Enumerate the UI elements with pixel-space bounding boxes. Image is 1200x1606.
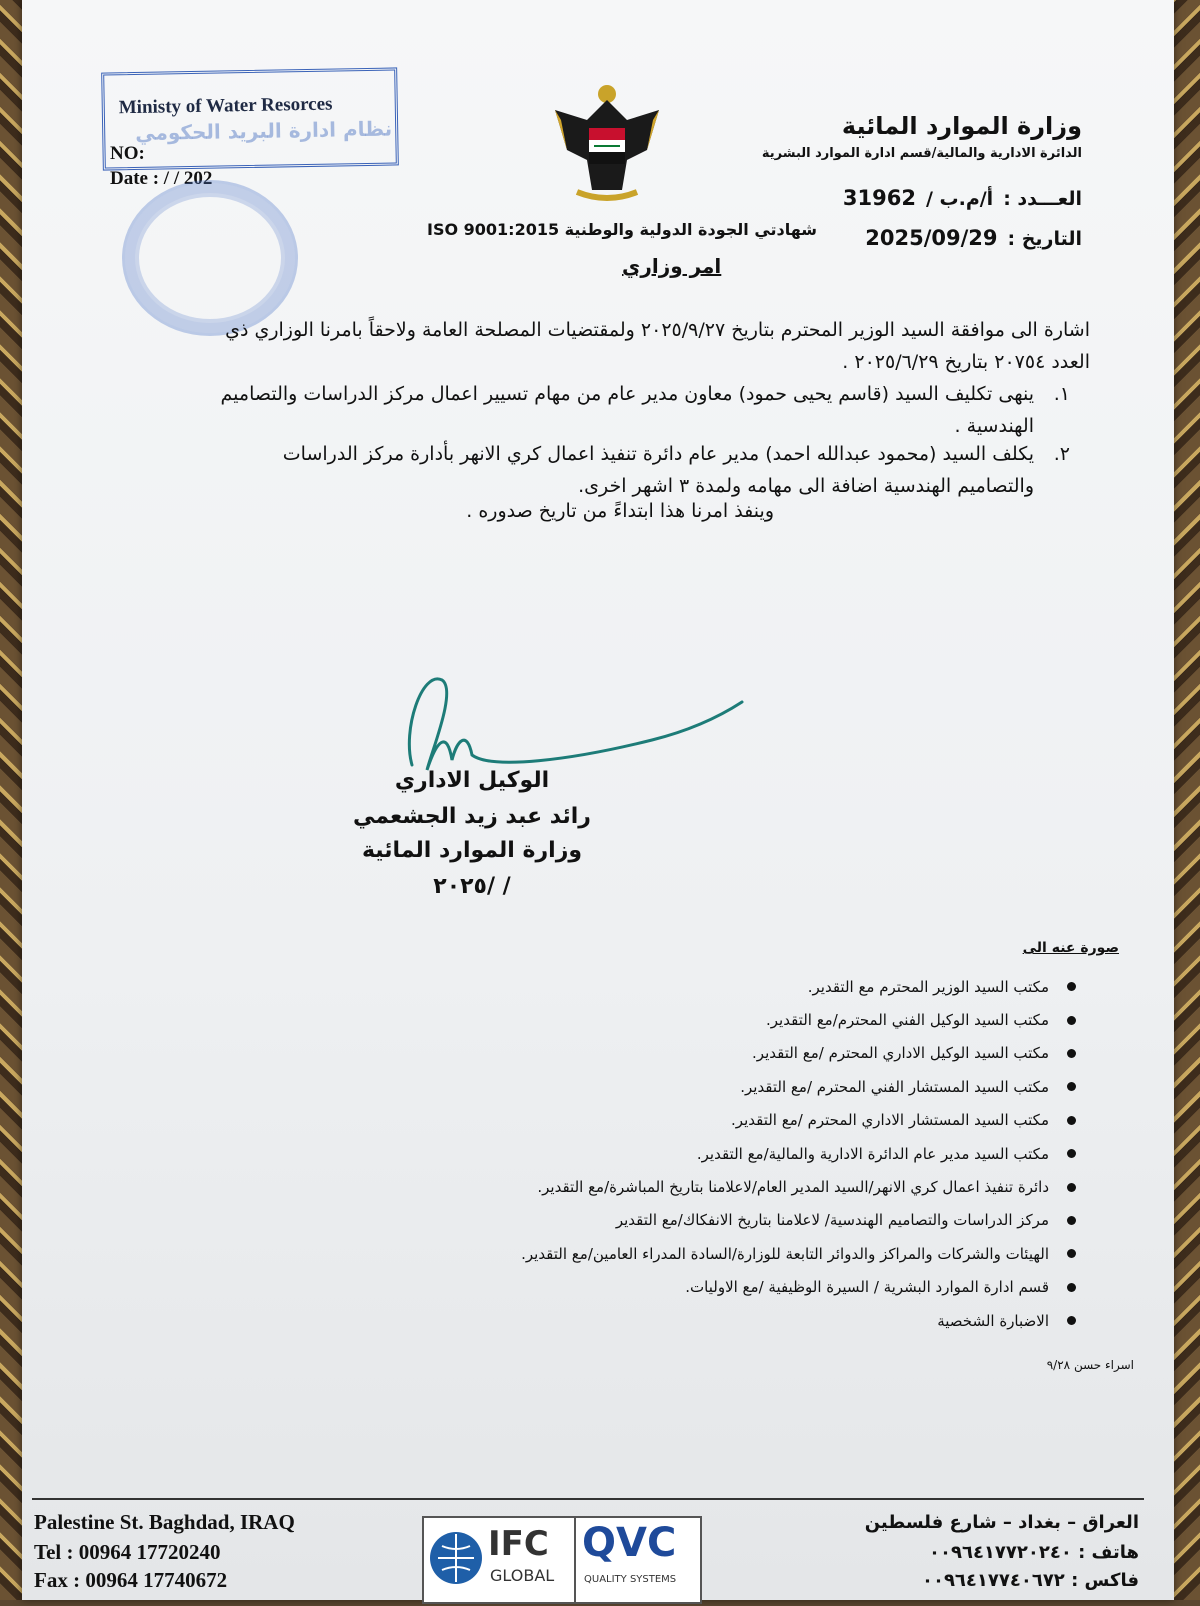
signatory-title: الوكيل الاداري <box>394 768 550 793</box>
cc-list-item: مكتب السيد مدير عام الدائرة الادارية والمالية/مع التقدير. <box>316 1137 1076 1170</box>
order-item-2-line-1: يكلف السيد (محمود عبدالله احمد) مدير عام دائرة تنفيذ اعمال كري الانهر بأدارة مركز الدراسات <box>282 443 1034 465</box>
cc-list-item: مكتب السيد الوكيل الفني المحترم/مع التقدير. <box>316 1003 1076 1036</box>
reference-number-label: العـــدد : <box>1003 188 1082 210</box>
qvc-logo-text: QVC <box>582 1520 677 1566</box>
order-item-2-line-2: والتصاميم الهندسية اضافة الى مهامه ولمدة ٣ اشهر اخرى. <box>578 475 1034 497</box>
cc-list-item: مكتب السيد الوزير المحترم مع التقدير. <box>316 970 1076 1003</box>
cc-list-item: مكتب السيد المستشار الاداري المحترم /مع التقدير. <box>316 1104 1076 1137</box>
document-page <box>22 0 1174 1600</box>
cc-list-item: الاضبارة الشخصية <box>316 1304 1076 1337</box>
footer-divider <box>32 1498 1144 1500</box>
reference-number-prefix: أ/م.ب / <box>925 188 994 210</box>
bullet-icon <box>1067 1316 1076 1325</box>
footer-address-en: Palestine St. Baghdad, IRAQ <box>34 1510 295 1534</box>
reference-number <box>843 186 1082 210</box>
footer-tel-en: Tel : 00964 17720240 <box>34 1540 221 1564</box>
signature-date: / /٢٠٢٥ <box>433 874 511 899</box>
bullet-icon <box>1067 1149 1076 1158</box>
cc-list-item: الهيئات والشركات والمراكز والدوائر التابعة للوزارة/السادة المدراء العامين/مع التقدير. <box>316 1237 1076 1270</box>
ifc-global-logo-icon <box>422 1516 576 1604</box>
bullet-icon <box>1067 1183 1076 1192</box>
qvc-logo-sub: QUALITY SYSTEMS <box>584 1574 677 1585</box>
iso-certification: شهادتي الجودة الدولية والوطنية ISO 9001:2015 <box>427 220 818 239</box>
stamp-ministry-en: Ministy of Water Resorces <box>118 93 333 119</box>
bullet-icon <box>1067 1016 1076 1025</box>
bullet-icon <box>1067 1216 1076 1225</box>
reference-date-label: التاريخ : <box>1007 228 1082 250</box>
order-closing: وينفذ امرنا هذا ابتداءً من تاريخ صدوره . <box>466 500 774 522</box>
footer-address-ar: العراق – بغداد – شارع فلسطين <box>864 1512 1139 1533</box>
cc-list-item: دائرة تنفيذ اعمال كري الانهر/السيد المدير العام/لاعلامنا بتاريخ المباشرة/مع التقدير. <box>316 1170 1076 1203</box>
cc-list-item: مركز الدراسات والتصاميم الهندسية/ لاعلامنا بتاريخ الانفكاك/مع التقدير <box>316 1204 1076 1237</box>
order-title: امر وزاري <box>622 254 722 278</box>
stamp-ghost-text: نظام ادارة البريد الحكومي <box>135 116 393 146</box>
order-item-1-line-2: الهندسية . <box>954 415 1034 437</box>
cc-title: صورة عنه الى <box>1022 940 1119 956</box>
intro-line-1: اشارة الى موافقة السيد الوزير المحترم بتاريخ ٢٠٢٥/٩/٢٧ ولمقتضيات المصلحة العامة ولاحقاً بامرنا الوزاري ذي <box>225 319 1090 341</box>
signatory-name: رائد عبد زيد الجشعمي <box>353 804 591 829</box>
typist-initials: اسراء حسن ٩/٢٨ <box>1046 1358 1134 1372</box>
order-item-2-number: ٢. <box>1053 443 1070 465</box>
footer-fax-en: Fax : 00964 17740672 <box>34 1568 228 1592</box>
bullet-icon <box>1067 1283 1076 1292</box>
department-name: الدائرة الادارية والمالية/قسم ادارة الموارد البشرية <box>761 146 1082 161</box>
cc-list-item: مكتب السيد المستشار الفني المحترم /مع التقدير. <box>316 1070 1076 1103</box>
stamp-no-label: NO: <box>110 143 145 164</box>
order-item-1-line-1: ينهى تكليف السيد (قاسم يحيى حمود) معاون مدير عام من مهام تسيير اعمال مركز الدراسات والتصاميم <box>220 383 1034 405</box>
reference-date-value: 2025/09/29 <box>865 226 998 250</box>
bullet-icon <box>1067 1116 1076 1125</box>
round-seal-icon <box>122 180 298 336</box>
order-item-1-number: ١. <box>1053 383 1070 405</box>
cc-list-item: مكتب السيد الوكيل الاداري المحترم /مع التقدير. <box>316 1037 1076 1070</box>
handwritten-signature <box>402 660 762 780</box>
incoming-mail-stamp <box>101 67 399 170</box>
cc-list-item: قسم ادارة الموارد البشرية / السيرة الوظيفية /مع الاوليات. <box>316 1271 1076 1304</box>
ifc-logo-text: IFC <box>488 1524 549 1564</box>
stamp-date-label: Date : / / 202 <box>110 168 213 189</box>
ifc-logo-sub: GLOBAL <box>490 1566 555 1585</box>
ministry-name: وزارة الموارد المائية <box>841 112 1082 140</box>
footer-tel-ar: هاتف : ٠٠٩٦٤١٧٧٢٠٢٤٠ <box>929 1542 1139 1563</box>
cc-list <box>316 970 1076 1337</box>
bullet-icon <box>1067 1049 1076 1058</box>
order-item-1 <box>154 378 1070 442</box>
reference-date <box>865 226 1082 250</box>
bullet-icon <box>1067 1249 1076 1258</box>
reference-number-value: 31962 <box>842 186 916 210</box>
intro-line-2: العدد ٢٠٧٥٤ بتاريخ ٢٠٢٥/٦/٢٩ . <box>842 351 1090 373</box>
iraq-eagle-emblem-icon <box>547 80 667 210</box>
footer-fax-ar: فاكس : ٠٠٩٦٤١٧٧٤٠٦٧٢ <box>921 1570 1139 1591</box>
bullet-icon <box>1067 1082 1076 1091</box>
signatory-ministry: وزارة الموارد المائية <box>361 838 583 863</box>
qvc-logo-icon <box>574 1516 702 1604</box>
bullet-icon <box>1067 982 1076 991</box>
order-item-2 <box>154 438 1070 502</box>
